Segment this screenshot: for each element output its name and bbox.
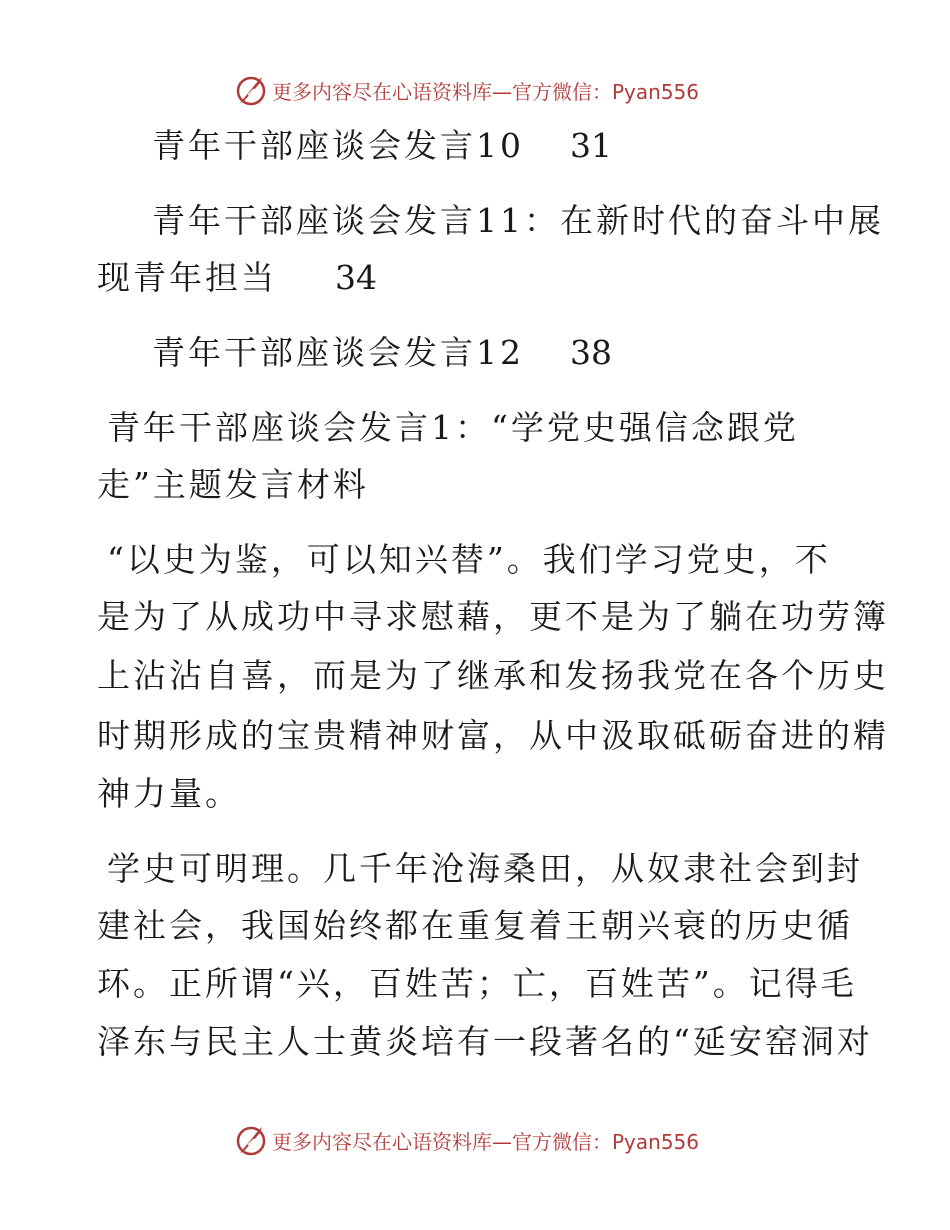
paragraph-2-line-4: 泽东与民主人士黄炎培有一段著名的“延安窑洞对 — [97, 1022, 873, 1061]
toc-entry-title-cont: 现青年担当 — [97, 258, 277, 297]
toc-entry-title: 青年干部座谈会发言12 — [152, 333, 524, 372]
toc-entry-11-line1[interactable] — [0, 201, 950, 241]
paragraph-1-line-5: 神力量。 — [97, 774, 241, 813]
header-banner — [234, 70, 699, 110]
section-heading-line2: 走”主题发言材料 — [97, 465, 369, 504]
toc-entry-11-line2[interactable] — [0, 258, 950, 298]
section-heading-line1: 青年干部座谈会发言1：“学党史强信念跟党 — [107, 408, 799, 447]
quill-pen-circle-icon — [234, 1123, 268, 1157]
toc-entry-page: 34 — [335, 258, 377, 297]
paragraph-2-line-1: 学史可明理。几千年沧海桑田，从奴隶社会到封 — [107, 849, 863, 888]
toc-entry-title: 青年干部座谈会发言11：在新时代的奋斗中展 — [152, 201, 884, 240]
banner-text: 更多内容尽在心语资料库—官方微信：Pyan556 — [272, 79, 700, 104]
quill-pen-circle-icon — [234, 73, 268, 107]
toc-entry-10[interactable] — [0, 126, 950, 166]
banner-text: 更多内容尽在心语资料库—官方微信：Pyan556 — [272, 1129, 700, 1154]
paragraph-1-line-4: 时期形成的宝贵精神财富，从中汲取砥砺奋进的精 — [97, 716, 889, 755]
toc-entry-page: 38 — [570, 333, 612, 372]
footer-banner — [234, 1120, 699, 1160]
toc-entry-title: 青年干部座谈会发言10 — [152, 126, 524, 165]
toc-entry-12[interactable] — [0, 333, 950, 373]
paragraph-1-line-2: 是为了从成功中寻求慰藉，更不是为了躺在功劳簿 — [97, 597, 889, 636]
paragraph-2-line-2: 建社会，我国始终都在重复着王朝兴衰的历史循 — [97, 906, 853, 945]
paragraph-2-line-3: 环。正所谓“兴，百姓苦；亡，百姓苦”。记得毛 — [97, 964, 857, 1003]
toc-entry-page: 31 — [570, 126, 612, 165]
paragraph-1-line-3: 上沾沾自喜，而是为了继承和发扬我党在各个历史 — [97, 656, 889, 695]
paragraph-1-line-1: “以史为鉴，可以知兴替”。我们学习党史，不 — [107, 540, 831, 579]
